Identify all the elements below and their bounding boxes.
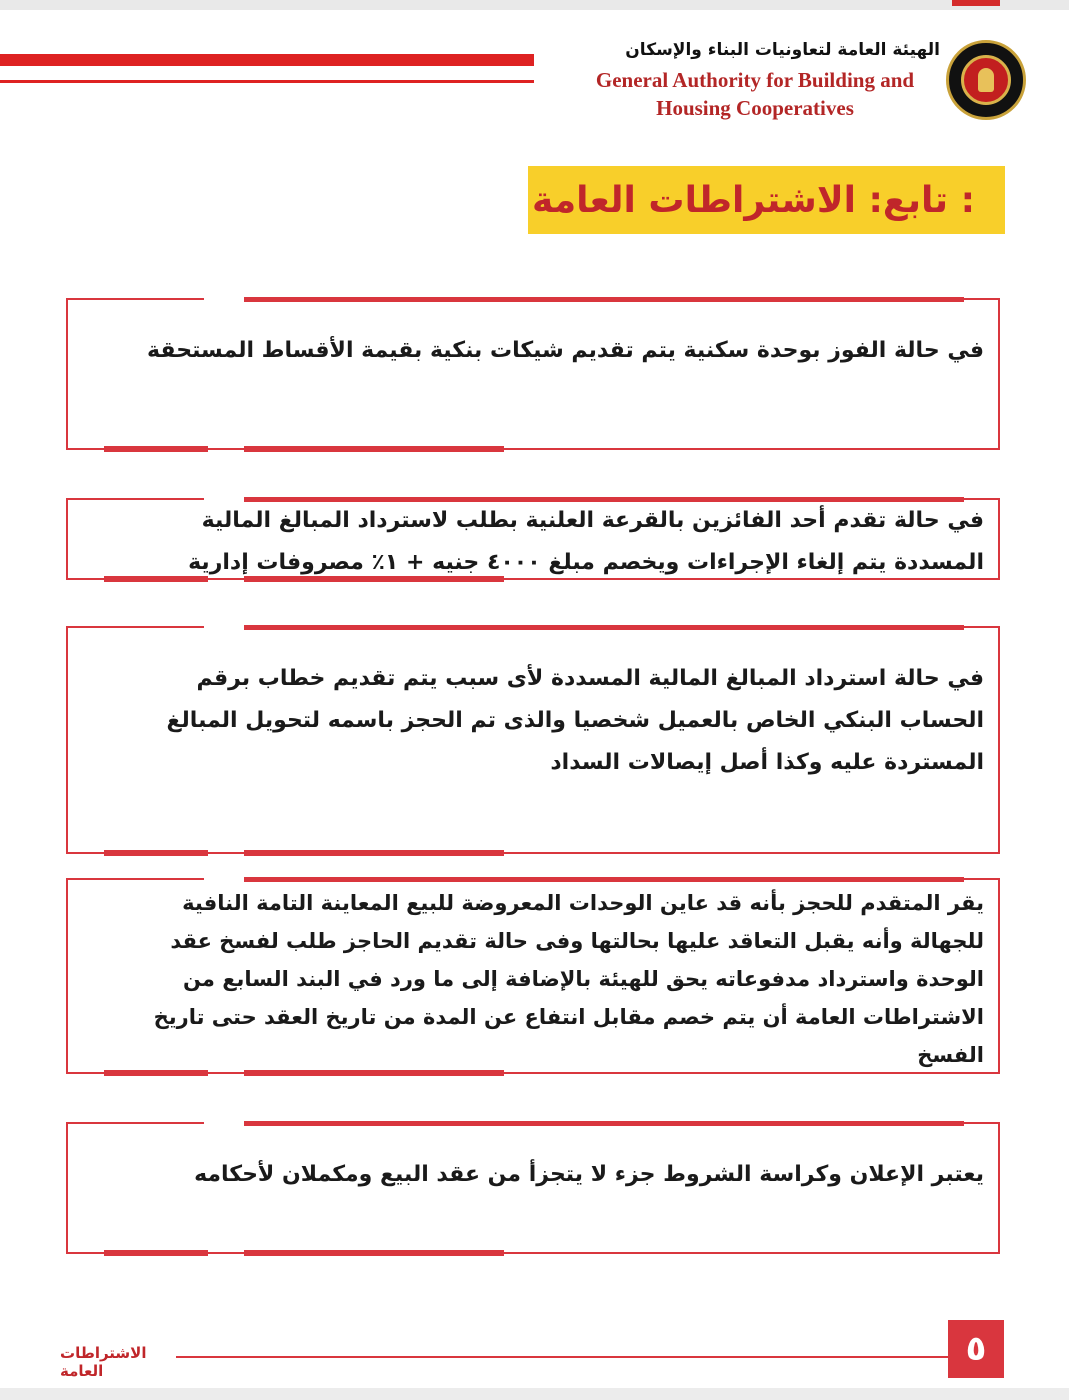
authority-logo-icon bbox=[946, 40, 1026, 120]
box-bottom-accent bbox=[104, 1250, 208, 1256]
clause-box-2 bbox=[66, 498, 1000, 580]
clause-box-5 bbox=[66, 1122, 1000, 1254]
box-border-gap bbox=[204, 297, 244, 302]
org-name-english-line1: General Authority for Building and bbox=[595, 68, 915, 92]
header-red-rule bbox=[0, 80, 534, 83]
section-title: تابع: الاشتراطات العامة : bbox=[532, 179, 975, 221]
box-bottom-accent bbox=[104, 1070, 208, 1076]
clause-box-1 bbox=[66, 298, 1000, 450]
box-bottom-accent bbox=[244, 1250, 504, 1256]
box-bottom-accent bbox=[104, 446, 208, 452]
footer-rule bbox=[176, 1356, 948, 1358]
box-bottom-accent bbox=[244, 1070, 504, 1076]
page-number: ٥ bbox=[948, 1320, 1004, 1378]
clause-text: في حالة استرداد المبالغ المالية المسددة لأى سبب يتم تقديم خطاب برقم الحساب البنكي الخاص بالعميل شخصيا والذى تم الحجز باسمه لتحويل المبالغ المستردة عليه وكذا أصل إيصالات السداد bbox=[166, 666, 984, 775]
top-edge-strip bbox=[0, 0, 1069, 10]
clause-text: يعتبر الإعلان وكراسة الشروط جزء لا يتجزأ من عقد البيع ومكملان لأحكامه bbox=[194, 1162, 984, 1187]
box-top-accent bbox=[244, 1121, 964, 1126]
org-name-english bbox=[560, 66, 950, 122]
clause-text: في حالة الفوز بوحدة سكنية يتم تقديم شيكات بنكية بقيمة الأقساط المستحقة bbox=[147, 338, 984, 363]
clause-box-3 bbox=[66, 626, 1000, 854]
top-edge-accent bbox=[952, 0, 1000, 6]
box-top-accent bbox=[244, 877, 964, 882]
box-bottom-accent bbox=[244, 850, 504, 856]
bottom-edge-strip bbox=[0, 1388, 1069, 1400]
clause-text: في حالة تقدم أحد الفائزين بالقرعة العلنية بطلب لاسترداد المبالغ المالية المسددة يتم إلغاء الإجراءات ويخصم مبلغ ٤٠٠٠ جنيه + ١٪ مصروفات إدارية bbox=[188, 508, 984, 575]
footer-section-name: الاشتراطات العامة bbox=[60, 1344, 147, 1380]
org-name-english-line2: Housing Cooperatives bbox=[656, 96, 854, 120]
org-name-arabic: الهيئة العامة لتعاونيات البناء والإسكان bbox=[625, 40, 940, 60]
clause-box-4 bbox=[66, 878, 1000, 1074]
box-border-gap bbox=[204, 625, 244, 630]
box-bottom-accent bbox=[104, 850, 208, 856]
box-border-gap bbox=[204, 877, 244, 882]
box-bottom-accent bbox=[244, 576, 504, 582]
box-border-gap bbox=[204, 1121, 244, 1126]
box-top-accent bbox=[244, 625, 964, 630]
logo-emblem-icon bbox=[978, 68, 994, 92]
logo-seal-center bbox=[961, 55, 1011, 105]
section-title-banner bbox=[528, 166, 1005, 234]
box-bottom-accent bbox=[244, 446, 504, 452]
box-top-accent bbox=[244, 297, 964, 302]
header-red-bar bbox=[0, 54, 534, 66]
box-bottom-accent bbox=[104, 576, 208, 582]
clause-text: يقر المتقدم للحجز بأنه قد عاين الوحدات المعروضة للبيع المعاينة التامة النافية للجهالة وأنه يقبل التعاقد عليها بحالتها وفى حالة تقديم الحاجز طلب لفسخ عقد الوحدة واسترداد مدفوعاته يحق للهيئة بالإضافة إلى ما ورد في البند السابع من الاشتراطات العامة أن يتم خصم مقابل انتفاع عن المدة من تاريخ العقد حتى تاريخ الفسخ bbox=[153, 891, 984, 1067]
